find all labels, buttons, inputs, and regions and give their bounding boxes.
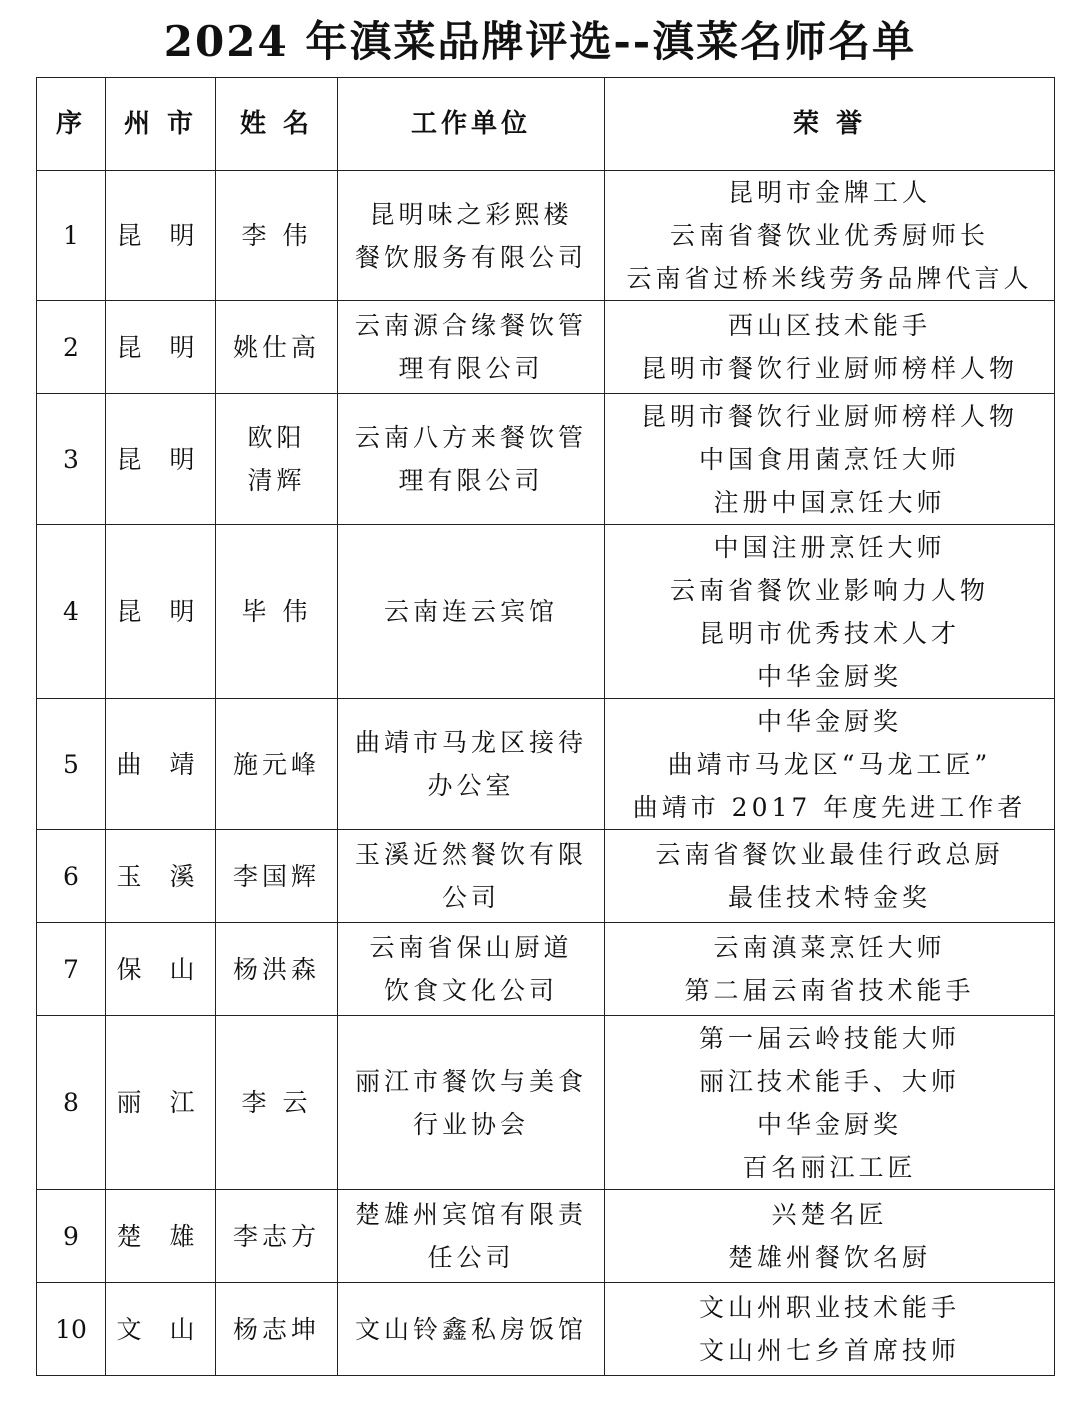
cell-name-line: 施元峰 <box>232 749 320 779</box>
cell-name <box>216 301 338 394</box>
cell-name-line: 杨洪森 <box>232 954 320 984</box>
cell-honor <box>605 1190 1055 1283</box>
cell-name-line: 李 伟 <box>241 221 312 250</box>
cell-unit-line: 饮食文化公司 <box>383 976 558 1005</box>
cell-no: 7 <box>37 923 106 1016</box>
header-city: 州 市 <box>106 78 216 171</box>
cell-city-line: 昆 明 <box>116 332 205 362</box>
cell-unit-line: 云南省保山厨道 <box>369 933 573 962</box>
cell-honor <box>605 923 1055 1016</box>
header-name: 姓 名 <box>216 78 338 171</box>
cell-honor-line: 昆明市优秀技术人才 <box>698 618 960 648</box>
table-row <box>37 525 1055 699</box>
cell-city-line: 曲 靖 <box>116 749 205 779</box>
header-unit: 工作单位 <box>338 78 605 171</box>
cell-unit-line: 餐饮服务有限公司 <box>354 242 587 272</box>
table-row <box>37 1190 1055 1283</box>
table-row <box>37 301 1055 394</box>
cell-honor-line: 注册中国烹饪大师 <box>713 487 946 517</box>
cell-unit-line: 楚雄州宾馆有限责 <box>354 1200 587 1229</box>
cell-unit-line: 昆明味之彩熙楼 <box>369 199 573 229</box>
cell-honor-line: 第一届云岭技能大师 <box>698 1023 960 1053</box>
cell-city <box>106 1190 216 1283</box>
cell-city-line: 昆 明 <box>116 597 205 626</box>
table-row <box>37 1283 1055 1376</box>
cell-honor <box>605 1283 1055 1376</box>
table-row <box>37 171 1055 301</box>
cell-unit-line: 云南源合缘餐饮管 <box>354 311 587 340</box>
cell-honor-line: 云南省过桥米线劳务品牌代言人 <box>626 264 1033 293</box>
cell-unit-line: 理有限公司 <box>398 466 544 495</box>
table-row <box>37 699 1055 830</box>
cell-name <box>216 1190 338 1283</box>
cell-honor-line: 丽江技术能手、大师 <box>698 1066 960 1096</box>
cell-honor-line: 中国食用菌烹饪大师 <box>698 444 960 474</box>
cell-unit-line: 玉溪近然餐饮有限 <box>354 840 587 869</box>
cell-unit <box>338 923 605 1016</box>
cell-no: 5 <box>37 699 106 830</box>
header-honor: 荣 誉 <box>605 78 1055 171</box>
cell-no: 10 <box>37 1283 106 1376</box>
cell-unit <box>338 394 605 525</box>
cell-name-line: 清辉 <box>247 466 306 495</box>
header-no: 序 <box>37 78 106 171</box>
cell-unit <box>338 1283 605 1376</box>
table-row <box>37 1016 1055 1190</box>
cell-city <box>106 525 216 699</box>
cell-name <box>216 830 338 923</box>
cell-name <box>216 525 338 699</box>
cell-city-line: 保 山 <box>116 954 205 984</box>
cell-no: 3 <box>37 394 106 525</box>
cell-unit-line: 办公室 <box>427 771 515 800</box>
cell-honor-line: 昆明市餐饮行业厨师榜样人物 <box>640 401 1018 431</box>
cell-honor-line: 中华金厨奖 <box>756 661 902 691</box>
cell-honor <box>605 1016 1055 1190</box>
cell-name-line: 欧阳 <box>247 423 306 452</box>
cell-honor <box>605 699 1055 830</box>
cell-honor-line: 文山州职业技术能手 <box>698 1293 960 1322</box>
cell-city-line: 楚 雄 <box>116 1221 205 1251</box>
cell-city <box>106 830 216 923</box>
cell-city <box>106 171 216 301</box>
cell-unit <box>338 525 605 699</box>
cell-name <box>216 394 338 525</box>
cell-no: 1 <box>37 171 106 301</box>
cell-unit <box>338 699 605 830</box>
cell-honor <box>605 171 1055 301</box>
cell-unit <box>338 830 605 923</box>
cell-honor-line: 第二届云南省技术能手 <box>684 976 975 1005</box>
cell-no: 2 <box>37 301 106 394</box>
cell-name-line: 李志方 <box>232 1221 320 1251</box>
cell-honor <box>605 525 1055 699</box>
cell-no: 8 <box>37 1016 106 1190</box>
cell-honor <box>605 394 1055 525</box>
cell-honor-line: 文山州七乡首席技师 <box>698 1336 960 1365</box>
roster-table <box>36 77 1055 1376</box>
cell-honor-line: 昆明市金牌工人 <box>727 178 931 207</box>
table-body <box>37 171 1055 1376</box>
table-header-row <box>37 78 1055 171</box>
cell-honor-line: 中华金厨奖 <box>756 706 902 736</box>
page-title: 2024 年滇菜品牌评选--滇菜名师名单 <box>163 17 917 66</box>
cell-unit-line: 云南八方来餐饮管 <box>354 423 587 452</box>
cell-unit-line: 公司 <box>441 883 500 912</box>
cell-city <box>106 394 216 525</box>
cell-no: 9 <box>37 1190 106 1283</box>
cell-honor-line: 中华金厨奖 <box>756 1109 902 1139</box>
cell-city <box>106 1283 216 1376</box>
cell-name <box>216 923 338 1016</box>
cell-honor-line: 云南省餐饮业优秀厨师长 <box>669 221 989 250</box>
cell-honor <box>605 301 1055 394</box>
cell-unit-line: 任公司 <box>427 1243 515 1272</box>
cell-unit-line: 理有限公司 <box>398 354 544 383</box>
cell-city <box>106 1016 216 1190</box>
table-row <box>37 923 1055 1016</box>
cell-name-line: 李国辉 <box>232 861 320 891</box>
cell-honor-line: 云南滇菜烹饪大师 <box>713 933 946 962</box>
table-row <box>37 394 1055 525</box>
cell-name-line: 杨志坤 <box>232 1314 320 1344</box>
cell-honor-line: 云南省餐饮业最佳行政总厨 <box>655 840 1004 869</box>
cell-honor-line: 曲靖市 2017 年度先进工作者 <box>632 792 1027 822</box>
table-row <box>37 830 1055 923</box>
cell-honor-line: 曲靖市马龙区“马龙工匠” <box>667 749 992 779</box>
cell-honor-line: 兴楚名匠 <box>771 1200 888 1229</box>
cell-no: 4 <box>37 525 106 699</box>
cell-unit-line: 文山铃鑫私房饭馆 <box>354 1314 587 1344</box>
cell-city <box>106 301 216 394</box>
cell-honor-line: 楚雄州餐饮名厨 <box>727 1243 931 1272</box>
cell-unit-line: 曲靖市马龙区接待 <box>354 728 587 757</box>
cell-unit <box>338 171 605 301</box>
cell-unit-line: 行业协会 <box>412 1109 529 1139</box>
cell-name-line: 李 云 <box>241 1088 312 1117</box>
cell-unit <box>338 1190 605 1283</box>
cell-city-line: 文 山 <box>116 1314 205 1344</box>
cell-city <box>106 699 216 830</box>
cell-no: 6 <box>37 830 106 923</box>
cell-unit-line: 云南连云宾馆 <box>383 597 558 626</box>
cell-city-line: 昆 明 <box>116 444 205 474</box>
cell-honor-line: 百名丽江工匠 <box>742 1152 917 1182</box>
cell-name <box>216 171 338 301</box>
cell-city-line: 丽 江 <box>116 1088 205 1117</box>
cell-city-line: 玉 溪 <box>116 861 205 891</box>
cell-unit <box>338 1016 605 1190</box>
cell-honor-line: 西山区技术能手 <box>727 311 931 340</box>
cell-name-line: 姚仕高 <box>232 332 320 362</box>
cell-name <box>216 1283 338 1376</box>
cell-honor <box>605 830 1055 923</box>
cell-name <box>216 699 338 830</box>
cell-unit <box>338 301 605 394</box>
cell-honor-line: 昆明市餐饮行业厨师榜样人物 <box>640 354 1018 383</box>
cell-name-line: 毕 伟 <box>241 597 312 626</box>
cell-name <box>216 1016 338 1190</box>
cell-honor-line: 云南省餐饮业影响力人物 <box>669 575 989 605</box>
cell-honor-line: 中国注册烹饪大师 <box>713 532 946 562</box>
cell-unit-line: 丽江市餐饮与美食 <box>354 1066 587 1096</box>
cell-city-line: 昆 明 <box>116 221 205 250</box>
cell-city <box>106 923 216 1016</box>
cell-honor-line: 最佳技术特金奖 <box>727 883 931 912</box>
